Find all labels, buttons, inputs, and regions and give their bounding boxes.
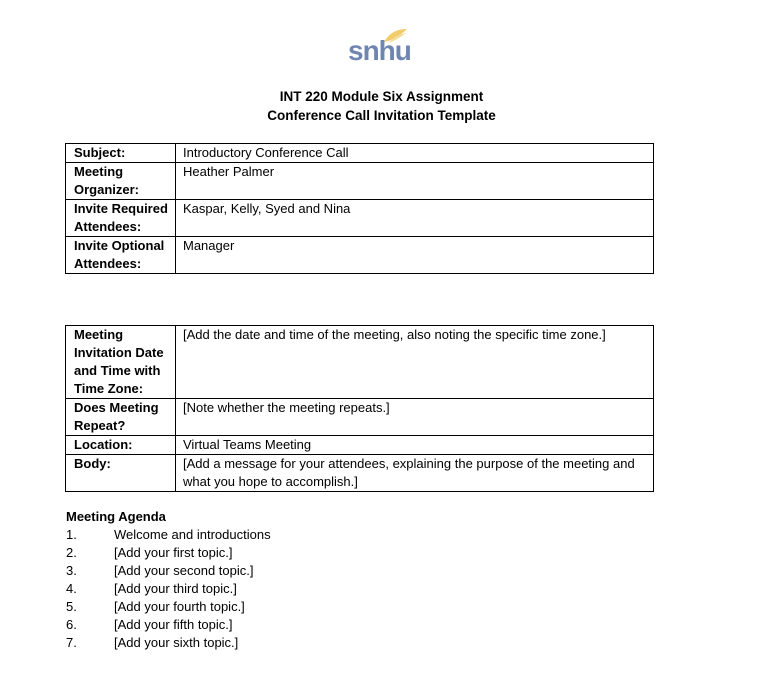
row-label-body: Body: (66, 455, 176, 492)
row-label-subject: Subject: (66, 144, 176, 163)
row-value-required-attendees: Kaspar, Kelly, Syed and Nina (176, 200, 654, 237)
list-item (66, 598, 245, 616)
table-row (66, 144, 654, 163)
table-row (66, 200, 654, 237)
list-item (66, 580, 237, 598)
row-value-date-time: [Add the date and time of the meeting, also noting the specific time zone.] (176, 326, 654, 399)
agenda-number: 2. (66, 545, 77, 560)
row-value-repeat: [Note whether the meeting repeats.] (176, 399, 654, 436)
logo-text: snhu (348, 35, 411, 66)
row-label-organizer: Meeting Organizer: (66, 163, 176, 200)
agenda-number: 5. (66, 599, 77, 614)
document-header (0, 87, 763, 125)
document-title: INT 220 Module Six Assignment (279, 89, 484, 104)
row-label-required-attendees: Invite Required Attendees: (66, 200, 176, 237)
row-label-date-time: Meeting Invitation Date and Time with Time Zone: (66, 326, 176, 399)
table-row (66, 455, 654, 492)
snhu-logo (346, 28, 411, 70)
list-item (66, 616, 233, 634)
agenda-text: [Add your fourth topic.] (114, 599, 245, 614)
row-value-location: Virtual Teams Meeting (176, 436, 654, 455)
table-row (66, 326, 654, 399)
agenda-number: 6. (66, 617, 77, 632)
agenda-number: 7. (66, 635, 77, 650)
table-row (66, 237, 654, 274)
agenda-text: [Add your second topic.] (114, 563, 254, 578)
agenda-text: [Add your sixth topic.] (114, 635, 239, 650)
row-value-organizer: Heather Palmer (176, 163, 654, 200)
row-value-subject: Introductory Conference Call (176, 144, 654, 163)
row-value-body: [Add a message for your attendees, explaining the purpose of the meeting and what you hope to accomplish.] (176, 455, 654, 492)
list-item (66, 526, 271, 544)
invitation-details-table (65, 143, 654, 274)
table-row (66, 436, 654, 455)
row-label-location: Location: (66, 436, 176, 455)
meeting-details-table (65, 325, 654, 492)
agenda-text: [Add your third topic.] (114, 581, 237, 596)
document-subtitle: Conference Call Invitation Template (267, 108, 496, 123)
list-item (66, 562, 254, 580)
list-item (66, 634, 239, 652)
row-label-optional-attendees: Invite Optional Attendees: (66, 237, 176, 274)
table-row (66, 399, 654, 436)
agenda-text: [Add your first topic.] (114, 545, 233, 560)
agenda-number: 4. (66, 581, 77, 596)
agenda-text: Welcome and introductions (114, 527, 271, 542)
list-item (66, 544, 233, 562)
meeting-agenda (66, 508, 271, 652)
agenda-number: 1. (66, 527, 77, 542)
agenda-text: [Add your fifth topic.] (114, 617, 233, 632)
table-row (66, 163, 654, 200)
agenda-title: Meeting Agenda (66, 509, 166, 524)
row-label-repeat: Does Meeting Repeat? (66, 399, 176, 436)
agenda-number: 3. (66, 563, 77, 578)
row-value-optional-attendees: Manager (176, 237, 654, 274)
